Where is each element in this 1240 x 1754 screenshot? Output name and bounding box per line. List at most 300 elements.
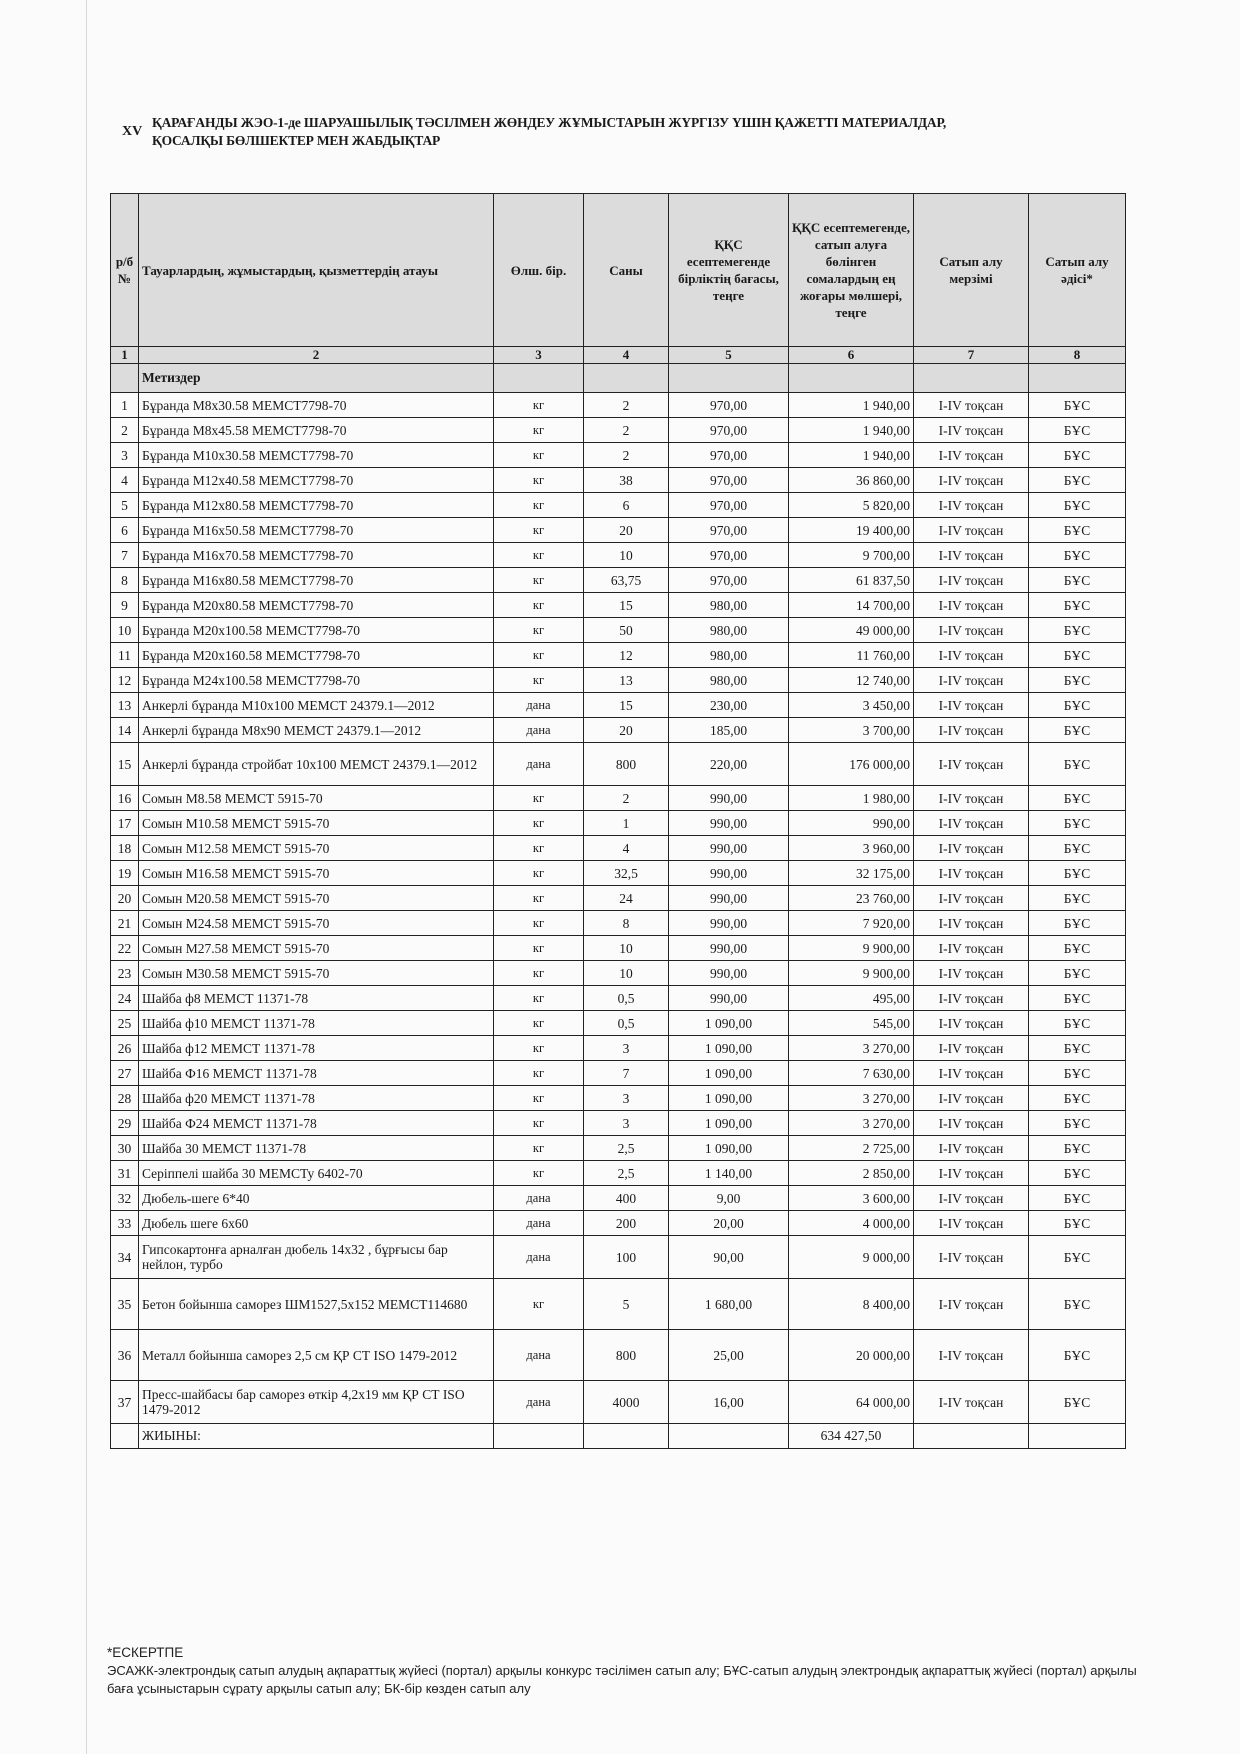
table-row [111,1330,1126,1381]
max-sum: 61 837,50 [789,568,914,593]
max-sum: 2 725,00 [789,1136,914,1161]
max-sum: 4 000,00 [789,1211,914,1236]
quantity: 15 [584,593,669,618]
procurement-term: I-IV тоқсан [914,593,1029,618]
quantity: 12 [584,643,669,668]
column-number: 6 [789,347,914,364]
row-number: 23 [111,961,139,986]
unit-price: 1 090,00 [669,1111,789,1136]
unit-price: 1 090,00 [669,1036,789,1061]
row-number: 19 [111,861,139,886]
table-row [111,1279,1126,1330]
row-number: 16 [111,786,139,811]
unit-of-measure: кг [494,1011,584,1036]
procurement-method: БҰС [1029,811,1126,836]
procurement-term: I-IV тоқсан [914,393,1029,418]
quantity: 10 [584,543,669,568]
procurement-method: БҰС [1029,911,1126,936]
row-number: 27 [111,1061,139,1086]
unit-of-measure: кг [494,811,584,836]
max-sum: 14 700,00 [789,593,914,618]
unit-of-measure: кг [494,543,584,568]
row-number: 21 [111,911,139,936]
unit-of-measure: кг [494,1086,584,1111]
item-name: Дюбель шеге 6х60 [139,1211,494,1236]
unit-price: 990,00 [669,911,789,936]
table-row [111,911,1126,936]
total-sum: 634 427,50 [789,1424,914,1449]
row-number: 14 [111,718,139,743]
table-row [111,693,1126,718]
quantity: 100 [584,1236,669,1279]
footnote-heading: *ЕСКЕРТПЕ [107,1645,184,1660]
quantity: 6 [584,493,669,518]
unit-price: 20,00 [669,1211,789,1236]
unit-of-measure: дана [494,1330,584,1381]
row-number: 17 [111,811,139,836]
column-number: 2 [139,347,494,364]
table-row [111,618,1126,643]
header-procurement-term: Сатып алу мерзімі [914,194,1029,347]
procurement-term: I-IV тоқсан [914,493,1029,518]
item-name: Шайба ф20 МЕМСТ 11371-78 [139,1086,494,1111]
column-number: 4 [584,347,669,364]
item-name: Шайба Ф24 МЕМСТ 11371-78 [139,1111,494,1136]
column-number: 5 [669,347,789,364]
header-unit: Өлш. бір. [494,194,584,347]
quantity: 3 [584,1036,669,1061]
item-name: Дюбель-шеге 6*40 [139,1186,494,1211]
quantity: 2 [584,393,669,418]
unit-price: 230,00 [669,693,789,718]
unit-of-measure: кг [494,393,584,418]
unit-price: 90,00 [669,1236,789,1279]
procurement-term: I-IV тоқсан [914,1136,1029,1161]
table-row [111,418,1126,443]
quantity: 0,5 [584,1011,669,1036]
unit-of-measure: кг [494,1061,584,1086]
max-sum: 3 600,00 [789,1186,914,1211]
max-sum: 5 820,00 [789,493,914,518]
max-sum: 36 860,00 [789,468,914,493]
item-name: Бұранда М16х80.58 МЕМСТ7798-70 [139,568,494,593]
quantity: 4 [584,836,669,861]
item-name: Сомын М20.58 МЕМСТ 5915-70 [139,886,494,911]
procurement-term: I-IV тоқсан [914,1186,1029,1211]
quantity: 800 [584,743,669,786]
item-name: Анкерлі бұранда М8х90 МЕМСТ 24379.1—2012 [139,718,494,743]
quantity: 7 [584,1061,669,1086]
item-name: Шайба ф8 МЕМСТ 11371-78 [139,986,494,1011]
procurement-method: БҰС [1029,1111,1126,1136]
row-number: 29 [111,1111,139,1136]
procurement-term: I-IV тоқсан [914,693,1029,718]
procurement-method: БҰС [1029,1381,1126,1424]
procurement-term: I-IV тоқсан [914,811,1029,836]
quantity: 3 [584,1086,669,1111]
unit-price: 220,00 [669,743,789,786]
procurement-method: БҰС [1029,468,1126,493]
unit-price: 970,00 [669,543,789,568]
procurement-term: I-IV тоқсан [914,1161,1029,1186]
unit-price: 980,00 [669,618,789,643]
procurement-method: БҰС [1029,1279,1126,1330]
table-row [111,1236,1126,1279]
table-row [111,718,1126,743]
row-number: 20 [111,886,139,911]
row-number: 10 [111,618,139,643]
table-row [111,986,1126,1011]
quantity: 0,5 [584,986,669,1011]
row-number: 24 [111,986,139,1011]
max-sum: 990,00 [789,811,914,836]
quantity: 10 [584,961,669,986]
item-name: Бұранда М10х30.58 МЕМСТ7798-70 [139,443,494,468]
max-sum: 7 920,00 [789,911,914,936]
item-name: Пресс-шайбасы бар саморез өткір 4,2х19 мм ҚР СТ ISO 1479-2012 [139,1381,494,1424]
unit-of-measure: дана [494,1186,584,1211]
procurement-method: БҰС [1029,1236,1126,1279]
unit-of-measure: дана [494,743,584,786]
unit-price: 9,00 [669,1186,789,1211]
procurement-term: I-IV тоқсан [914,1111,1029,1136]
table-row [111,1111,1126,1136]
unit-price: 990,00 [669,861,789,886]
max-sum: 3 700,00 [789,718,914,743]
procurement-method: БҰС [1029,593,1126,618]
item-name: Сомын М10.58 МЕМСТ 5915-70 [139,811,494,836]
procurement-term: I-IV тоқсан [914,861,1029,886]
procurement-term: I-IV тоқсан [914,543,1029,568]
row-number: 25 [111,1011,139,1036]
unit-of-measure: кг [494,961,584,986]
unit-of-measure: кг [494,1279,584,1330]
row-number: 7 [111,543,139,568]
item-name: Сомын М24.58 МЕМСТ 5915-70 [139,911,494,936]
table-row [111,886,1126,911]
total-label: ЖИЫНЫ: [139,1424,494,1449]
max-sum: 7 630,00 [789,1061,914,1086]
item-name: Бұранда М20х80.58 МЕМСТ7798-70 [139,593,494,618]
procurement-term: I-IV тоқсан [914,1211,1029,1236]
procurement-method: БҰС [1029,1011,1126,1036]
max-sum: 545,00 [789,1011,914,1036]
quantity: 32,5 [584,861,669,886]
procurement-method: БҰС [1029,861,1126,886]
unit-of-measure: кг [494,911,584,936]
quantity: 5 [584,1279,669,1330]
procurement-method: БҰС [1029,836,1126,861]
table-row [111,861,1126,886]
column-number: 3 [494,347,584,364]
max-sum: 19 400,00 [789,518,914,543]
max-sum: 3 450,00 [789,693,914,718]
row-number: 12 [111,668,139,693]
group-row [111,364,1126,393]
unit-price: 1 090,00 [669,1061,789,1086]
unit-of-measure: кг [494,1136,584,1161]
table-row [111,1061,1126,1086]
procurement-method: БҰС [1029,1161,1126,1186]
row-number: 13 [111,693,139,718]
procurement-method: БҰС [1029,936,1126,961]
procurement-term: I-IV тоқсан [914,786,1029,811]
max-sum: 3 270,00 [789,1036,914,1061]
max-sum: 49 000,00 [789,618,914,643]
unit-price: 1 680,00 [669,1279,789,1330]
table-row [111,811,1126,836]
procurement-term: I-IV тоқсан [914,618,1029,643]
quantity: 3 [584,1111,669,1136]
unit-of-measure: кг [494,1036,584,1061]
max-sum: 3 270,00 [789,1111,914,1136]
procurement-term: I-IV тоқсан [914,443,1029,468]
unit-of-measure: кг [494,1111,584,1136]
row-number: 18 [111,836,139,861]
procurement-term: I-IV тоқсан [914,1086,1029,1111]
unit-of-measure: дана [494,1236,584,1279]
table-row [111,443,1126,468]
item-name: Шайба Ф16 МЕМСТ 11371-78 [139,1061,494,1086]
quantity: 2,5 [584,1161,669,1186]
unit-of-measure: дана [494,1211,584,1236]
procurement-method: БҰС [1029,668,1126,693]
header-row-number: р/б № [111,194,139,347]
item-name: Бұранда М8х30.58 МЕМСТ7798-70 [139,393,494,418]
unit-price: 970,00 [669,393,789,418]
row-number: 3 [111,443,139,468]
procurement-method: БҰС [1029,1330,1126,1381]
procurement-term: I-IV тоқсан [914,468,1029,493]
unit-of-measure: кг [494,418,584,443]
item-name: Сомын М16.58 МЕМСТ 5915-70 [139,861,494,886]
header-quantity: Саны [584,194,669,347]
procurement-method: БҰС [1029,886,1126,911]
unit-price: 1 140,00 [669,1161,789,1186]
unit-price: 970,00 [669,418,789,443]
item-name: Гипсокартонға арналған дюбель 14х32 , бұрғысы бар нейлон, турбо [139,1236,494,1279]
table-row [111,468,1126,493]
item-name: Шайба 30 МЕМСТ 11371-78 [139,1136,494,1161]
max-sum: 11 760,00 [789,643,914,668]
unit-of-measure: кг [494,1161,584,1186]
procurement-term: I-IV тоқсан [914,886,1029,911]
header-unit-price: ҚҚС есептемегенде бірліктің бағасы, теңге [669,194,789,347]
max-sum: 495,00 [789,986,914,1011]
item-name: Бұранда М16х70.58 МЕМСТ7798-70 [139,543,494,568]
item-name: Бұранда М8х45.58 МЕМСТ7798-70 [139,418,494,443]
procurement-term: I-IV тоқсан [914,911,1029,936]
procurement-method: БҰС [1029,743,1126,786]
item-name: Шайба ф10 МЕМСТ 11371-78 [139,1011,494,1036]
item-name: Бұранда М12х80.58 МЕМСТ7798-70 [139,493,494,518]
unit-of-measure: кг [494,643,584,668]
row-number: 22 [111,936,139,961]
row-number: 35 [111,1279,139,1330]
unit-price: 1 090,00 [669,1136,789,1161]
row-number: 31 [111,1161,139,1186]
procurement-method: БҰС [1029,418,1126,443]
procurement-method: БҰС [1029,786,1126,811]
column-number: 8 [1029,347,1126,364]
unit-of-measure: кг [494,886,584,911]
row-number: 15 [111,743,139,786]
unit-price: 990,00 [669,786,789,811]
header-max-sum: ҚҚС есептемегенде, сатып алуға бөлінген сомалардың ең жоғары мөлшері, теңге [789,194,914,347]
unit-price: 1 090,00 [669,1086,789,1111]
unit-of-measure: кг [494,836,584,861]
max-sum: 9 700,00 [789,543,914,568]
procurement-method: БҰС [1029,1211,1126,1236]
procurement-method: БҰС [1029,693,1126,718]
max-sum: 1 980,00 [789,786,914,811]
item-name: Бұранда М20х100.58 МЕМСТ7798-70 [139,618,494,643]
quantity: 13 [584,668,669,693]
row-number: 4 [111,468,139,493]
row-number: 34 [111,1236,139,1279]
unit-of-measure: дана [494,1381,584,1424]
table-row [111,836,1126,861]
table-row [111,743,1126,786]
procurement-term: I-IV тоқсан [914,418,1029,443]
unit-price: 970,00 [669,468,789,493]
unit-price: 990,00 [669,811,789,836]
unit-of-measure: кг [494,618,584,643]
procurement-term: I-IV тоқсан [914,668,1029,693]
item-name: Бұранда М24х100.58 МЕМСТ7798-70 [139,668,494,693]
unit-of-measure: кг [494,518,584,543]
unit-of-measure: кг [494,786,584,811]
procurement-term: I-IV тоқсан [914,518,1029,543]
procurement-term: I-IV тоқсан [914,961,1029,986]
unit-price: 185,00 [669,718,789,743]
row-number: 11 [111,643,139,668]
header-procurement-method: Сатып алу әдісі* [1029,194,1126,347]
row-number: 36 [111,1330,139,1381]
header-row [111,194,1126,347]
title-line-1: ҚАРАҒАНДЫ ЖЭО-1-де ШАРУАШЫЛЫҚ ТӘСІЛМЕН ЖӨНДЕУ ЖҰМЫСТАРЫН ЖҮРГІЗУ ҮШІН ҚАЖЕТТІ МАТЕРИАЛДАР, [152,115,947,130]
table-row [111,1186,1126,1211]
unit-price: 980,00 [669,643,789,668]
unit-of-measure: кг [494,593,584,618]
table-row [111,1136,1126,1161]
table-row [111,1036,1126,1061]
max-sum: 176 000,00 [789,743,914,786]
item-name: Бұранда М16х50.58 МЕМСТ7798-70 [139,518,494,543]
item-name: Сомын М27.58 МЕМСТ 5915-70 [139,936,494,961]
table-row [111,543,1126,568]
unit-of-measure: дана [494,693,584,718]
procurement-method: БҰС [1029,443,1126,468]
item-name: Анкерлі бұранда М10х100 МЕМСТ 24379.1—2012 [139,693,494,718]
quantity: 24 [584,886,669,911]
item-name: Бетон бойынша саморез ШМ1527,5х152 МЕМСТ114680 [139,1279,494,1330]
row-number: 32 [111,1186,139,1211]
max-sum: 1 940,00 [789,393,914,418]
unit-of-measure: кг [494,668,584,693]
table-row [111,393,1126,418]
procurement-term: I-IV тоқсан [914,986,1029,1011]
table-row [111,593,1126,618]
quantity: 800 [584,1330,669,1381]
procurement-term: I-IV тоқсан [914,643,1029,668]
quantity: 50 [584,618,669,643]
procurement-method: БҰС [1029,1061,1126,1086]
row-number: 26 [111,1036,139,1061]
quantity: 15 [584,693,669,718]
procurement-method: БҰС [1029,1136,1126,1161]
max-sum: 23 760,00 [789,886,914,911]
procurement-method: БҰС [1029,618,1126,643]
procurement-term: I-IV тоқсан [914,1381,1029,1424]
procurement-term: I-IV тоқсан [914,1330,1029,1381]
materials-table [110,193,1126,1449]
max-sum: 9 000,00 [789,1236,914,1279]
unit-of-measure: кг [494,493,584,518]
procurement-term: I-IV тоқсан [914,1011,1029,1036]
max-sum: 12 740,00 [789,668,914,693]
procurement-method: БҰС [1029,493,1126,518]
procurement-term: I-IV тоқсан [914,1061,1029,1086]
quantity: 8 [584,911,669,936]
unit-of-measure: кг [494,861,584,886]
procurement-term: I-IV тоқсан [914,1279,1029,1330]
unit-price: 1 090,00 [669,1011,789,1036]
quantity: 38 [584,468,669,493]
table-row [111,786,1126,811]
unit-of-measure: кг [494,443,584,468]
unit-price: 970,00 [669,568,789,593]
row-number: 28 [111,1086,139,1111]
quantity: 20 [584,718,669,743]
max-sum: 9 900,00 [789,936,914,961]
unit-of-measure: кг [494,986,584,1011]
procurement-method: БҰС [1029,1036,1126,1061]
procurement-method: БҰС [1029,1086,1126,1111]
section-number: XV [122,124,143,139]
row-number: 9 [111,593,139,618]
quantity: 2 [584,786,669,811]
quantity: 2 [584,443,669,468]
unit-price: 970,00 [669,443,789,468]
procurement-term: I-IV тоқсан [914,568,1029,593]
max-sum: 20 000,00 [789,1330,914,1381]
max-sum: 64 000,00 [789,1381,914,1424]
row-number: 8 [111,568,139,593]
unit-of-measure: дана [494,718,584,743]
quantity: 2,5 [584,1136,669,1161]
unit-price: 25,00 [669,1330,789,1381]
procurement-method: БҰС [1029,568,1126,593]
row-number: 37 [111,1381,139,1424]
max-sum: 2 850,00 [789,1161,914,1186]
quantity: 1 [584,811,669,836]
table-row [111,936,1126,961]
table-row [111,1381,1126,1424]
procurement-method: БҰС [1029,518,1126,543]
procurement-term: I-IV тоқсан [914,718,1029,743]
unit-price: 990,00 [669,986,789,1011]
footnote-text: ЭСАЖК-электрондық сатып алудың ақпараттық жүйесі (портал) арқылы конкурс тәсілімен сатып алу; БҰС-сатып алудың электрондық ақпараттық жүйесі (портал) арқылы баға ұсыныстарын сұрату арқылы сатып алу; БК-бір көзден сатып алу [107,1663,1137,1696]
procurement-term: I-IV тоқсан [914,1236,1029,1279]
procurement-term: I-IV тоқсан [914,936,1029,961]
item-name: Металл бойынша саморез 2,5 см ҚР СТ ISO 1479-2012 [139,1330,494,1381]
unit-price: 990,00 [669,961,789,986]
document-title [152,114,946,150]
item-name: Сомын М8.58 МЕМСТ 5915-70 [139,786,494,811]
item-name: Анкерлі бұранда стройбат 10х100 МЕМСТ 24379.1—2012 [139,743,494,786]
unit-of-measure: кг [494,568,584,593]
